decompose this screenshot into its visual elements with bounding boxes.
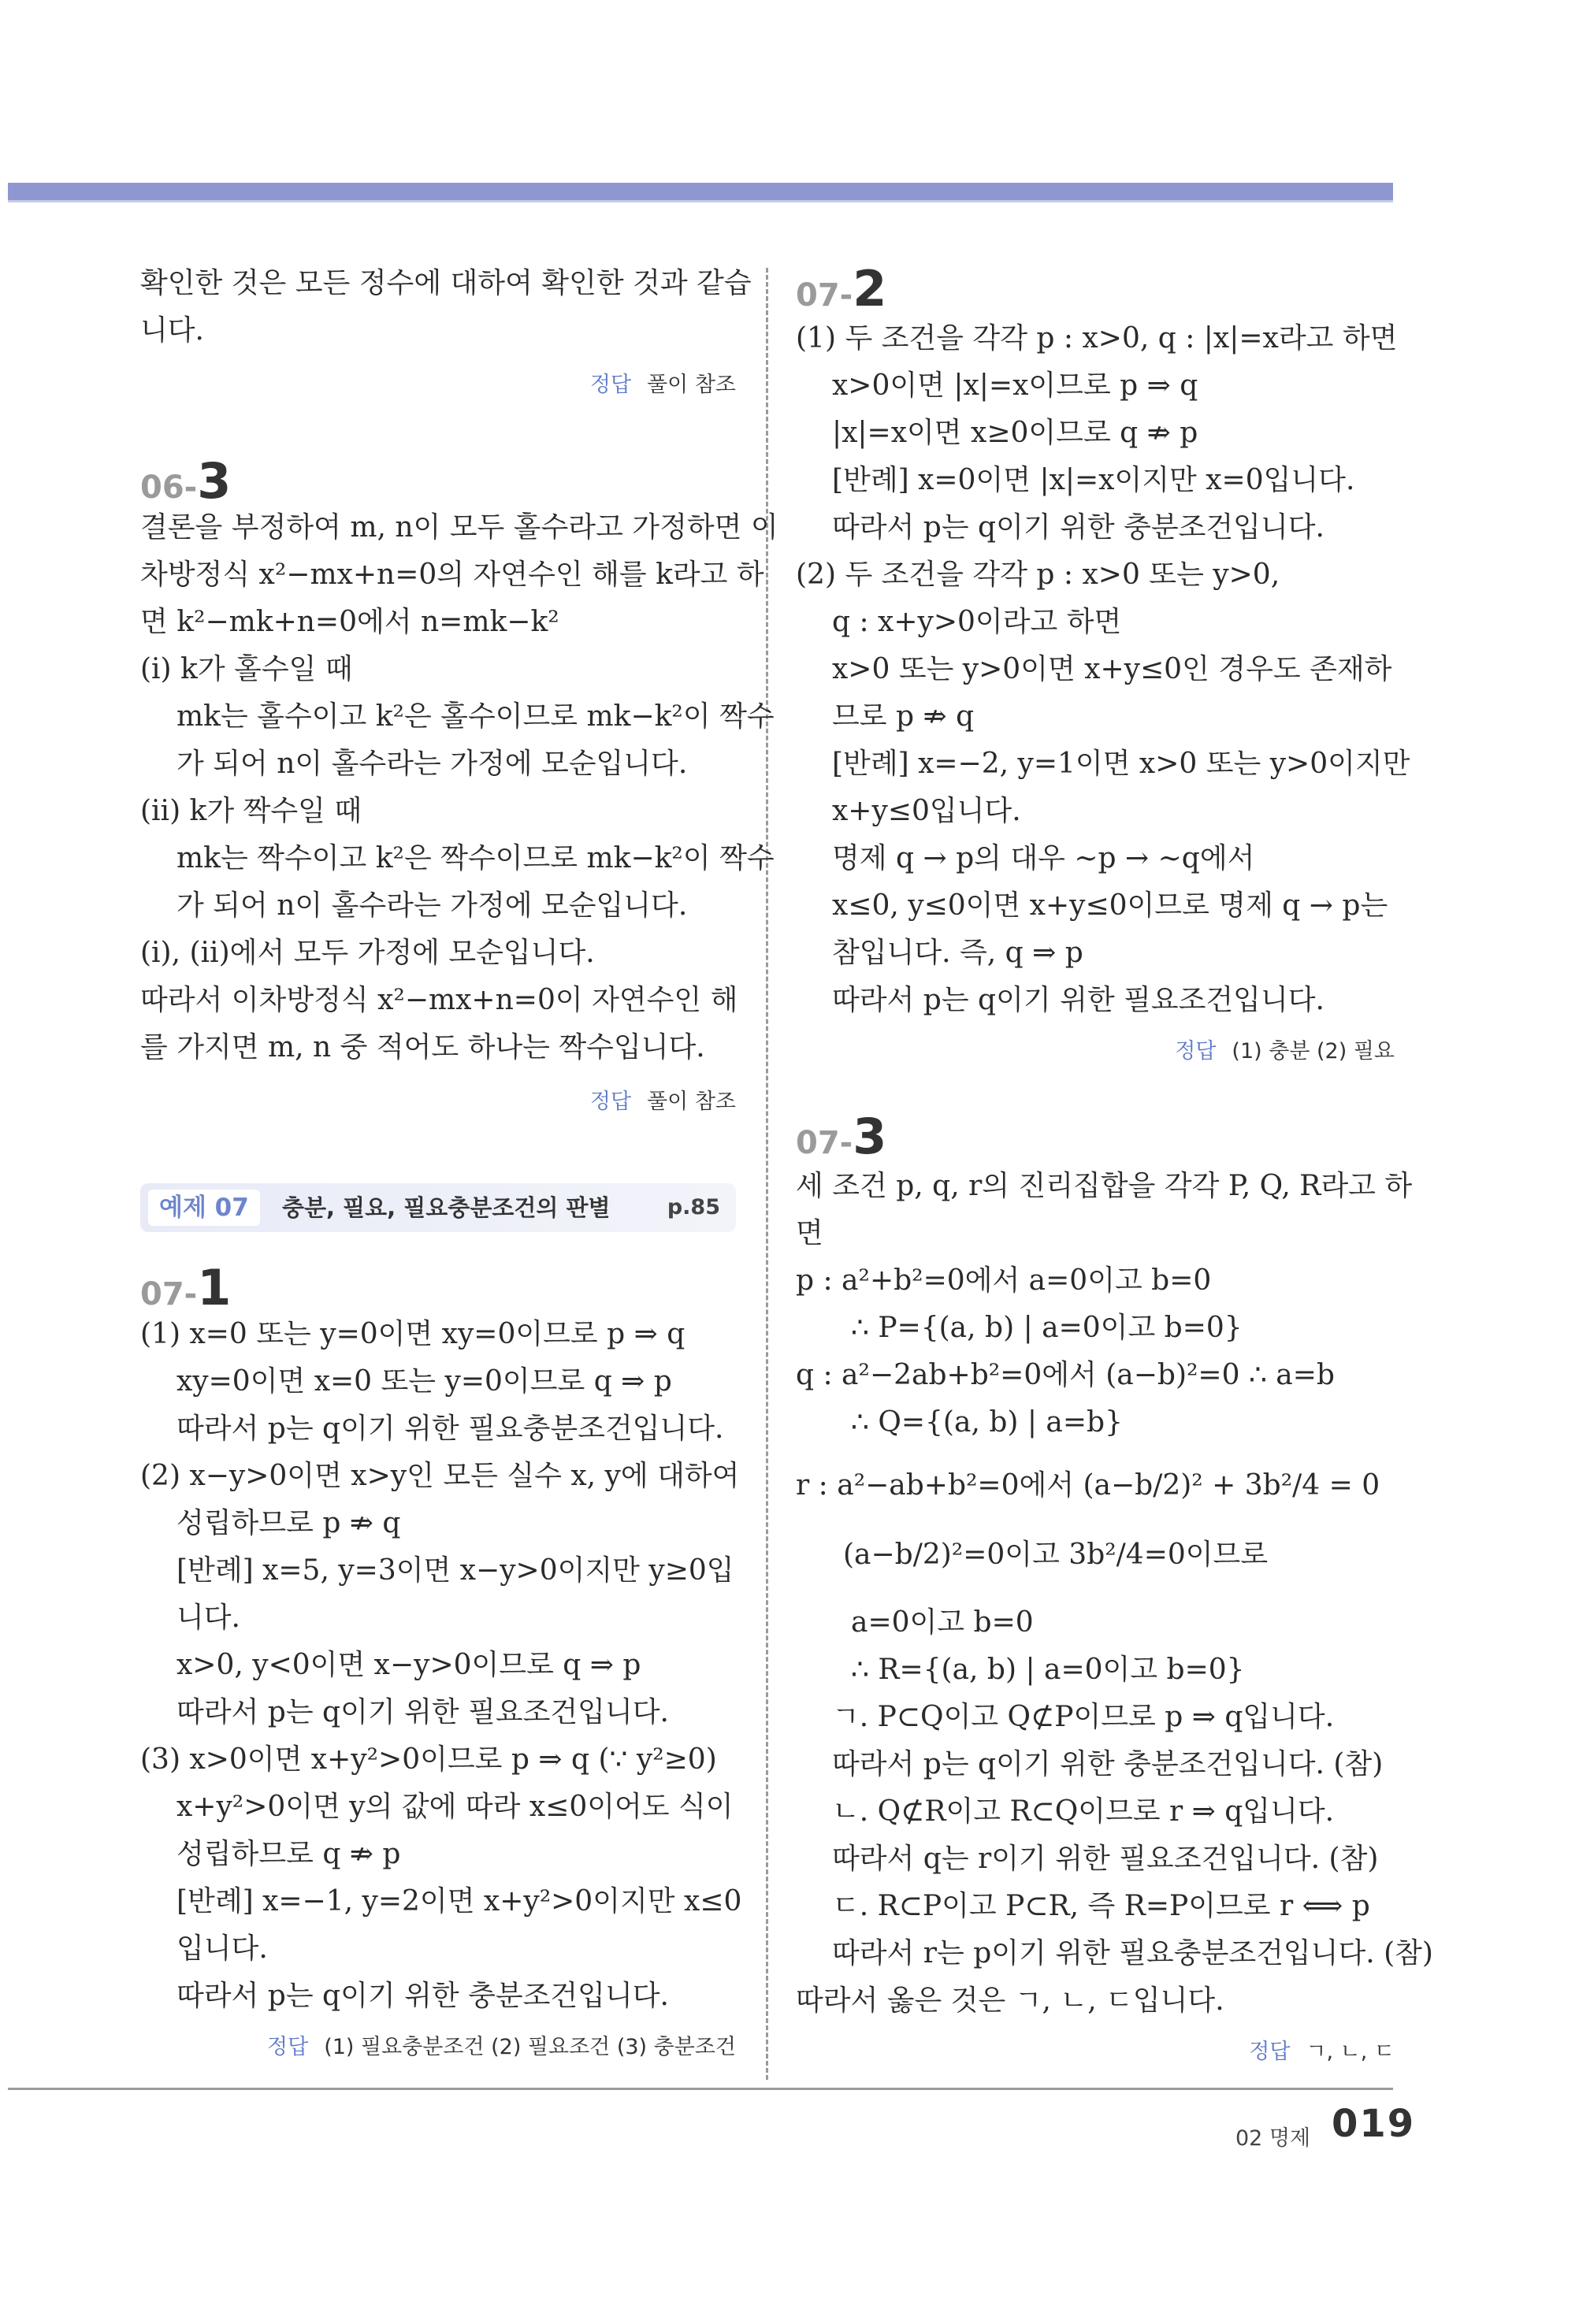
answer-value: 풀이 참조 [647,1090,736,1114]
solution-line: x>0, y<0이면 x−y>0이므로 q ⇒ p [176,1649,641,1681]
heading-number: 3 [197,452,232,510]
solution-line: 세 조건 p, q, r의 진리집합을 각각 P, Q, R라고 하 [796,1170,1413,1202]
heading-number: 2 [853,260,887,317]
solution-line: 결론을 부정하여 m, n이 모두 홀수라고 가정하면 이 [140,511,778,544]
solution-line: (3) x>0이면 x+y²>0이므로 p ⇒ q (∵ y²≥0) [140,1743,717,1776]
solution-line: 따라서 p는 q이기 위한 필요조건입니다. [176,1696,669,1728]
solution-line: ∴ P={(a, b) | a=0이고 b=0} [851,1312,1243,1344]
solution-line: 면 [796,1217,823,1249]
solution-line: 따라서 p는 q이기 위한 충분조건입니다. [832,511,1325,544]
solution-line: (2) 두 조건을 각각 p : x>0 또는 y>0, [796,559,1280,591]
solution-line: 면 k²−mk+n=0에서 n=mk−k² [140,606,559,638]
solution-line: x+y²>0이면 y의 값에 따라 x≤0이어도 식이 [176,1791,734,1823]
problem-heading-06-3 [140,452,231,510]
answer-line [267,2029,736,2060]
solution-line: |x|=x이면 x≥0이므로 q ⇏ p [832,417,1198,449]
heading-prefix: 07- [140,1276,198,1312]
answer-tag: 정답 [267,2035,309,2059]
solution-line: r : a²−ab+b²=0에서 (a−b/2)² + 3b²/4 = 0 [796,1469,1380,1502]
footer-rule [8,2088,1393,2090]
solution-line: 를 가지면 m, n 중 적어도 하나는 짝수입니다. [140,1031,705,1064]
answer-tag: 정답 [589,1090,632,1114]
solution-line: 따라서 p는 q이기 위한 필요충분조건입니다. [176,1413,724,1445]
continuation-line: 니다. [140,314,204,347]
answer-tag: 정답 [1249,2040,1291,2064]
solution-line: q : a²−2ab+b²=0에서 (a−b)²=0 ∴ a=b [796,1359,1335,1391]
solution-line: 성립하므로 p ⇏ q [176,1507,401,1539]
solution-line: 따라서 이차방정식 x²−mx+n=0이 자연수인 해 [140,984,738,1016]
solution-line: x>0이면 |x|=x이므로 p ⇒ q [832,369,1198,402]
solution-line: ㄴ. Q⊄R이고 R⊂Q이므로 r ⇒ q입니다. [832,1795,1335,1828]
solution-line: 니다. [176,1602,240,1634]
solution-line: 가 되어 n이 홀수라는 가정에 모순입니다. [176,889,688,922]
solution-line: (1) x=0 또는 y=0이면 xy=0이므로 p ⇒ q [140,1318,685,1350]
page-number: 019 [1332,2102,1416,2146]
example-banner [140,1183,736,1232]
solution-line: 가 되어 n이 홀수라는 가정에 모순입니다. [176,748,688,780]
answer-tag: 정답 [589,373,632,397]
answer-line [590,1084,736,1115]
header-bar-shadow [8,200,1393,202]
heading-prefix: 07- [796,277,853,314]
answer-line [590,367,736,398]
solution-line: 따라서 r는 p이기 위한 필요충분조건입니다. (참) [832,1937,1433,1969]
solution-line: [반례] x=0이면 |x|=x이지만 x=0입니다. [832,464,1355,496]
solution-line: ∴ R={(a, b) | a=0이고 b=0} [851,1654,1245,1686]
solution-line: q : x+y>0이라고 하면 [832,606,1122,638]
example-page-ref: p.85 [667,1195,720,1220]
solution-line: (a−b/2)²=0이고 3b²/4=0이므로 [843,1539,1269,1571]
solution-line: 참입니다. 즉, q ⇒ p [832,937,1083,969]
solution-line: (2) x−y>0이면 x>y인 모든 실수 x, y에 대하여 [140,1460,740,1492]
answer-value: (1) 필요충분조건 (2) 필요조건 (3) 충분조건 [324,2035,736,2059]
solution-line: xy=0이면 x=0 또는 y=0이므로 q ⇒ p [176,1365,672,1398]
header-bar [8,183,1393,200]
answer-line [1249,2034,1395,2065]
answer-tag: 정답 [1175,1039,1217,1064]
solution-line: x>0 또는 y>0이면 x+y≤0인 경우도 존재하 [832,653,1392,685]
solution-line: p : a²+b²=0에서 a=0이고 b=0 [796,1264,1212,1297]
solution-line: x+y≤0입니다. [832,795,1021,827]
solution-line: a=0이고 b=0 [851,1606,1034,1639]
solution-line: mk는 홀수이고 k²은 홀수이므로 mk−k²이 짝수 [176,700,775,733]
chapter-label: 02 명제 [1235,2126,1311,2151]
solution-line: x≤0, y≤0이면 x+y≤0이므로 명제 q → p는 [832,889,1388,922]
solution-line: 따라서 p는 q이기 위한 충분조건입니다. [176,1980,669,2012]
solution-line: mk는 짝수이고 k²은 짝수이므로 mk−k²이 짝수 [176,842,775,874]
solution-line: [반례] x=−1, y=2이면 x+y²>0이지만 x≤0 [176,1885,742,1917]
heading-prefix: 07- [796,1125,853,1161]
solution-line: 명제 q → p의 대우 ∼p → ∼q에서 [832,842,1255,874]
solution-line: (ⅰ), (ⅱ)에서 모두 가정에 모순입니다. [140,937,595,969]
solution-line: 입니다. [176,1932,268,1965]
solution-line: 따라서 p는 q이기 위한 필요조건입니다. [832,984,1325,1016]
continuation-line: 확인한 것은 모든 정수에 대하여 확인한 것과 같습 [140,267,752,299]
answer-value: (1) 충분 (2) 필요 [1232,1039,1395,1064]
solution-line: (1) 두 조건을 각각 p : x>0, q : |x|=x라고 하면 [796,322,1398,355]
heading-number: 1 [197,1259,232,1316]
solution-line: [반례] x=5, y=3이면 x−y>0이지만 y≥0입 [176,1554,734,1587]
solution-line: (ⅱ) k가 짝수일 때 [140,795,362,827]
solution-line: 따라서 p는 q이기 위한 충분조건입니다. (참) [832,1748,1384,1780]
solution-line: ㄷ. R⊂P이고 P⊂R, 즉 R=P이므로 r ⟺ p [832,1890,1370,1922]
solution-line: 성립하므로 q ⇏ p [176,1838,401,1870]
problem-heading-07-1 [140,1259,231,1316]
problem-heading-07-3 [796,1108,886,1165]
solution-line: ∴ Q={(a, b) | a=b} [851,1406,1124,1439]
solution-line: 차방정식 x²−mx+n=0의 자연수인 해를 k라고 하 [140,559,764,591]
solution-line: 따라서 q는 r이기 위한 필요조건입니다. (참) [832,1843,1379,1875]
solution-line: ㄱ. P⊂Q이고 Q⊄P이므로 p ⇒ q입니다. [832,1701,1335,1733]
solution-line: 따라서 옳은 것은 ㄱ, ㄴ, ㄷ입니다. [796,1984,1224,2017]
solution-line: 므로 p ⇏ q [832,700,975,733]
heading-number: 3 [853,1108,887,1165]
heading-prefix: 06- [140,470,198,506]
solution-line: (ⅰ) k가 홀수일 때 [140,653,353,685]
answer-value: ㄱ, ㄴ, ㄷ [1306,2040,1395,2064]
example-title: 충분, 필요, 필요충분조건의 판별 [282,1194,611,1221]
problem-heading-07-2 [796,260,886,317]
answer-line [1175,1034,1395,1064]
example-label: 예제 07 [148,1190,260,1226]
answer-value: 풀이 참조 [647,373,736,397]
solution-line: [반례] x=−2, y=1이면 x>0 또는 y>0이지만 [832,748,1410,780]
